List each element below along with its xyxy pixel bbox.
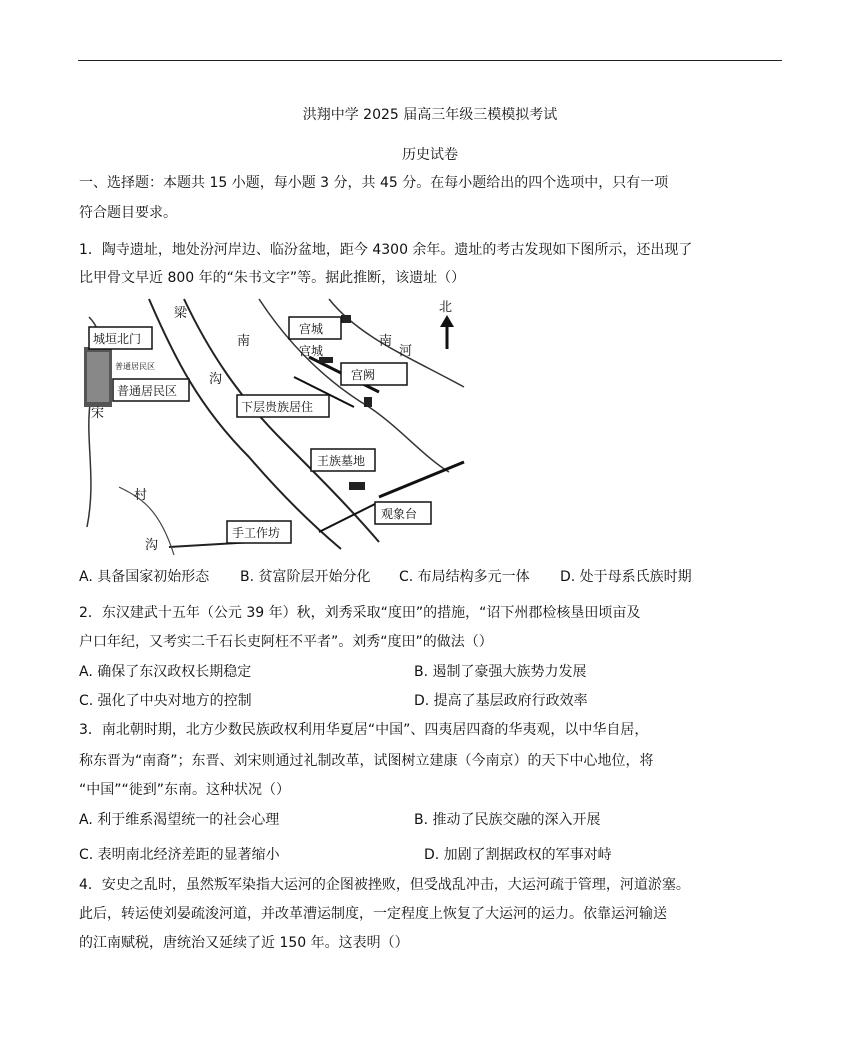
map-label-putong-small: 普通居民区 [115, 362, 155, 371]
map-box-wangzu: 王族墓地 [317, 454, 366, 468]
map-box-gongcheng: 宫城 [299, 322, 324, 336]
top-rule [78, 60, 782, 61]
question-3-line-2: 称东晋为“南裔”；东晋、刘宋则通过礼制改革，试图树立建康（今南京）的天下中心地位，将 [79, 753, 654, 769]
map-box-xiaceng: 下层贵族居住 [241, 400, 314, 414]
question-2-line-2: 户口年纪，又考实二千石长吏阿枉不平者”。刘秀“度田”的做法（） [79, 634, 493, 650]
question-3-option-c[interactable]: C. 表明南北经济差距的显著缩小 [79, 847, 280, 863]
question-1-option-a[interactable]: A. 具备国家初始形态 [79, 569, 210, 585]
map-box-guanxiang: 观象台 [381, 507, 418, 521]
question-1-line-1: 1．陶寺遗址，地处汾河岸边、临汾盆地，距今 4300 余年。遗址的考古发现如下图所示，还出现了 [79, 242, 693, 258]
map-label-he-right: 河 [399, 344, 413, 359]
exam-subtitle: 历史试卷 [402, 147, 458, 163]
question-2-line-1: 2．东汉建武十五年（公元 39 年）秋，刘秀采取“度田”的措施，“诏下州郡检核垦田顷亩及 [79, 605, 641, 621]
map-label-nan-left: 南 [237, 334, 251, 349]
map-box-putong: 普通居民区 [117, 384, 178, 398]
map-label-gou-bottom: 沟 [145, 538, 159, 553]
question-2-option-c[interactable]: C. 强化了中央对地方的控制 [79, 693, 252, 709]
map-box-gongque: 宫阙 [351, 368, 376, 382]
question-2-option-a[interactable]: A. 确保了东汉政权长期稳定 [79, 664, 252, 680]
question-4-line-2: 此后，转运使刘晏疏浚河道，并改革漕运制度，一定程度上恢复了大运河的运力。依靠运河输送 [79, 906, 667, 922]
question-3-option-b[interactable]: B. 推动了民族交融的深入开展 [414, 812, 601, 828]
map-label-gou-left: 沟 [209, 372, 223, 387]
question-4-line-3: 的江南赋税，唐统治又延续了近 150 年。这表明（） [79, 935, 409, 951]
map-label-gongcheng-inner: 宫城 [299, 344, 324, 358]
question-1-option-c[interactable]: C. 布局结构多元一体 [399, 569, 530, 585]
section-instruction-line-2: 符合题目要求。 [79, 205, 177, 221]
map-label-song: 宋 [91, 406, 105, 421]
exam-title: 洪翔中学 2025 届高三年级三模模拟考试 [302, 107, 558, 123]
question-1-line-2: 比甲骨文早近 800 年的“朱书文字”等。据此推断，该遗址（） [79, 270, 466, 286]
question-3-line-3: “中国”“徙到”东南。这种状况（） [79, 782, 291, 798]
question-2-option-b[interactable]: B. 遏制了豪强大族势力发展 [414, 664, 587, 680]
map-label-cun: 村 [134, 488, 148, 503]
map-box-chengyuan: 城垣北门 [93, 332, 142, 346]
question-3-option-d[interactable]: D. 加剧了割据政权的军事对峙 [424, 847, 612, 863]
map-box-shougong: 手工作坊 [232, 526, 281, 540]
map-label-nan-right: 南 [379, 334, 393, 349]
map-north-label: 北 [439, 300, 453, 315]
question-3-line-1: 3．南北朝时期，北方少数民族政权利用华夏居“中国”、四夷居四裔的华夷观，以中华自居， [79, 722, 649, 738]
section-instruction-line-1: 一、选择题：本题共 15 小题，每小题 3 分，共 45 分。在每小题给出的四个选项中，只有一项 [79, 175, 669, 191]
question-3-option-a[interactable]: A. 利于维系渴望统一的社会心理 [79, 812, 280, 828]
question-4-line-1: 4．安史之乱时，虽然叛军染指大运河的企图被挫败，但受战乱冲击，大运河疏于管理，河道淤塞。 [79, 877, 690, 893]
question-1-option-d[interactable]: D. 处于母系氏族时期 [560, 569, 692, 585]
question-1-option-b[interactable]: B. 贫富阶层开始分化 [240, 569, 371, 585]
map-label-liang: 梁 [174, 306, 188, 321]
taosi-site-map [79, 297, 468, 555]
question-2-option-d[interactable]: D. 提高了基层政府行政效率 [414, 693, 588, 709]
